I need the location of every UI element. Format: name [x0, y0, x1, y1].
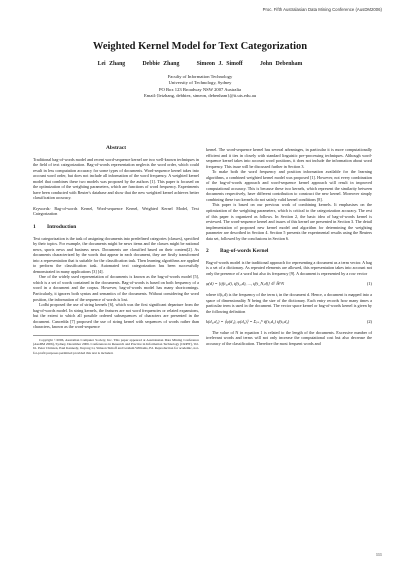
equation-body: k(d₁,d₂) = ⟨φ(d₁), φ(d₂)⟩ = Σⱼ₌₁ᴺ tf(tⱼ,d₁) tf(tⱼ,d₂)	[206, 319, 290, 325]
abstract-heading: Abstract	[105, 145, 127, 151]
right-column	[206, 147, 372, 346]
keywords-line	[33, 206, 199, 217]
affiliation-block	[0, 74, 400, 100]
equation-1	[206, 281, 372, 287]
paragraph: Bag-of-words model is the traditional approach for representing a document as a term vector. A bag is a set of a dictionary. As repeated elements are allowed, this representation takes into account not only the presence of a word but also its frequency [9]. A document is represented by a row vector	[206, 259, 372, 276]
paragraph: This paper is based on our previous work of combining kernels. It emphasises on the optimization of the weighting parameters, which is critical to the categorization accuracy. The rest of this paper is organized as follows. In Section 2, the basic idea of bag-of-words kernel is reviewed. The word-sequence kernel and issues of this kernel are presented in Section 3. The detail implementation of proposed new kernel model and algorithm for determining the weighting parameter are described in Section 4. Section 5 presents the experimental results using the Reuters data set, followed by the conclusions in Section 6.	[206, 202, 372, 241]
left-column	[33, 146, 199, 355]
author-name: Lei Zhang	[97, 61, 126, 67]
paragraph: To make both the word frequency and position information available for the learning algorithms, a combined weighted kernel model was proposed [1]. However, not every combination of the bag-of-words approach and word-sequence kernel approach will result in improved computational accuracy. This is because these two kernels, which represent the similarity between documents respectively, have different contribution to construct the new kernel. Moreover simply combining these two kernels do not satisfy valid kernel conditions [8].	[206, 169, 372, 202]
keywords-label: Keywords:	[33, 205, 51, 211]
copyright-footnote	[33, 335, 199, 355]
section-title: Introduction	[47, 224, 77, 231]
paragraph: Text categorization is the task of assigning documents into predefined categories (classes), specified by their topics. For example, the documents might be news items and the classes might be national news, sports news and business news. Documents are classified based on their content[2]. As documents characterized by the words that appear in each document, they are firstly transformed into a representation that is suitable for the classification task. Then learning algorithms are applied to perform the classification task. Automated text categorization has been successfully demonstrated in many applications [3] [4].	[33, 235, 199, 274]
paragraph: kernel. The word-sequence kernel has several advantages, in particular it is more computationally efficient and it ties in closely with standard linguistic pre-processing techniques. Although word-sequence kernel takes into account word positions, it does not include the information about word frequency. This issue will be discussed further in Section 3.	[206, 147, 372, 169]
affiliation-line: PO Box 123 Broadway NSW 2007 Australia	[158, 86, 242, 92]
author-name: Debbie Zhang	[142, 61, 180, 67]
abstract-text: Traditional bag-of-words model and recent word-sequence kernel are two well-known techniques in the field of text categorization. Bag-of-words representation neglects the word order, which could result in less computation accuracy for some types of documents. Word-sequence kernel takes into account word order, but does not include all information of the word frequency. A weighted kernel model that combines these two models was proposed by the authors [1]. This paper is focused on the optimization of the weighting parameters, which are functions of word frequency. Experiments have been conducted with Reuter's database and show that the new weighted kernel achieves better classification accuracy.	[33, 156, 199, 201]
equation-number: (1)	[366, 281, 372, 287]
affiliation-email: Email:{leizhang, debbiez, simeon, debenham}@it.uts.edu.au	[143, 93, 257, 99]
paragraph: Lodhi proposed the use of string kernels [6], which was the first significant departure from the bag-of-words model. In string kernels, the features are not word frequencies or related expansions, but the extent to which all possible ordered subsequences of characters are presented in the document. Cancedda [7] proposed the use of string kernel with sequences of words rather than characters, known as the word-sequence	[33, 302, 199, 330]
footnote-text: Copyright ©2006, Australian Computer Society, Inc. This paper appeared at Australasian Data Mining Conference (AusDM 2006), Sydney, December 2006. Conferences in Research and Practice in Information Technology (CRPIT), Vol. 61. Peter Christen, Paul Kennedy, Jiuyong Li, Simeon Simoff and Graham Williams, Ed. Reproduction for academic, not-for-profit purposes permitted provided this text is included.	[33, 337, 199, 355]
equation-2	[206, 319, 372, 325]
page-number: 111	[375, 552, 382, 557]
author-name: John Debenham	[259, 61, 303, 67]
section-number: 1	[33, 224, 36, 231]
section-title: Bag-of-words Kernel	[220, 248, 269, 255]
author-name: Simeon J. Simoff	[196, 61, 243, 67]
affiliation-line: University of Technology, Sydney	[168, 80, 232, 86]
affiliation-line: Faculty of Information Technology	[167, 74, 233, 79]
paragraph: The value of N in equation 1 is related to the length of the documents. Excessive number of irrelevant words and terms will not only increase the computational cost but also decrease the accuracy of the classification. Therefore the most frequent words and	[206, 329, 372, 346]
conference-header: Proc. Fifth Australasian Data Mining Conference (AusDM2006)	[262, 7, 382, 12]
paragraph: where tf(tᵢ,d) is the frequency of the term tᵢ in the document d. Hence, a document is mapped into a space of dimensionality N being the size of the dictionary. Each entry records how many times a particular term is used in the document. The vector space kernel or bag-of-words kernel is given by the following definition	[206, 292, 372, 314]
paper-title: Weighted Kernel Model for Text Categorization	[92, 41, 308, 52]
keywords-text: Bag-of-words Kernel, Word-sequence Kernel, Weighted Kernel Model, Text Categorization	[33, 205, 199, 217]
author-list	[0, 61, 400, 67]
section-heading-bag-of-words	[206, 249, 372, 255]
equation-body: φ(d) = [tf(t₁,d), tf(t₂,d), ..., tf(t_N,d)] ∈ ℝ^N	[206, 281, 285, 287]
section-number: 2	[206, 248, 209, 255]
paragraph: One of the widely used representation of documents is known as the bag-of-words model [5], which is a set of words contained in the documents. Bag-of-words is based on both frequency of a word in a document and the corpus. However, bag-of-words model has many shortcomings. Particularly, it ignores both syntax and semantics of the documents. Without considering the word position, the information of the sequence of words is lost.	[33, 274, 199, 302]
section-heading-introduction	[33, 225, 199, 231]
equation-number: (2)	[366, 319, 372, 325]
